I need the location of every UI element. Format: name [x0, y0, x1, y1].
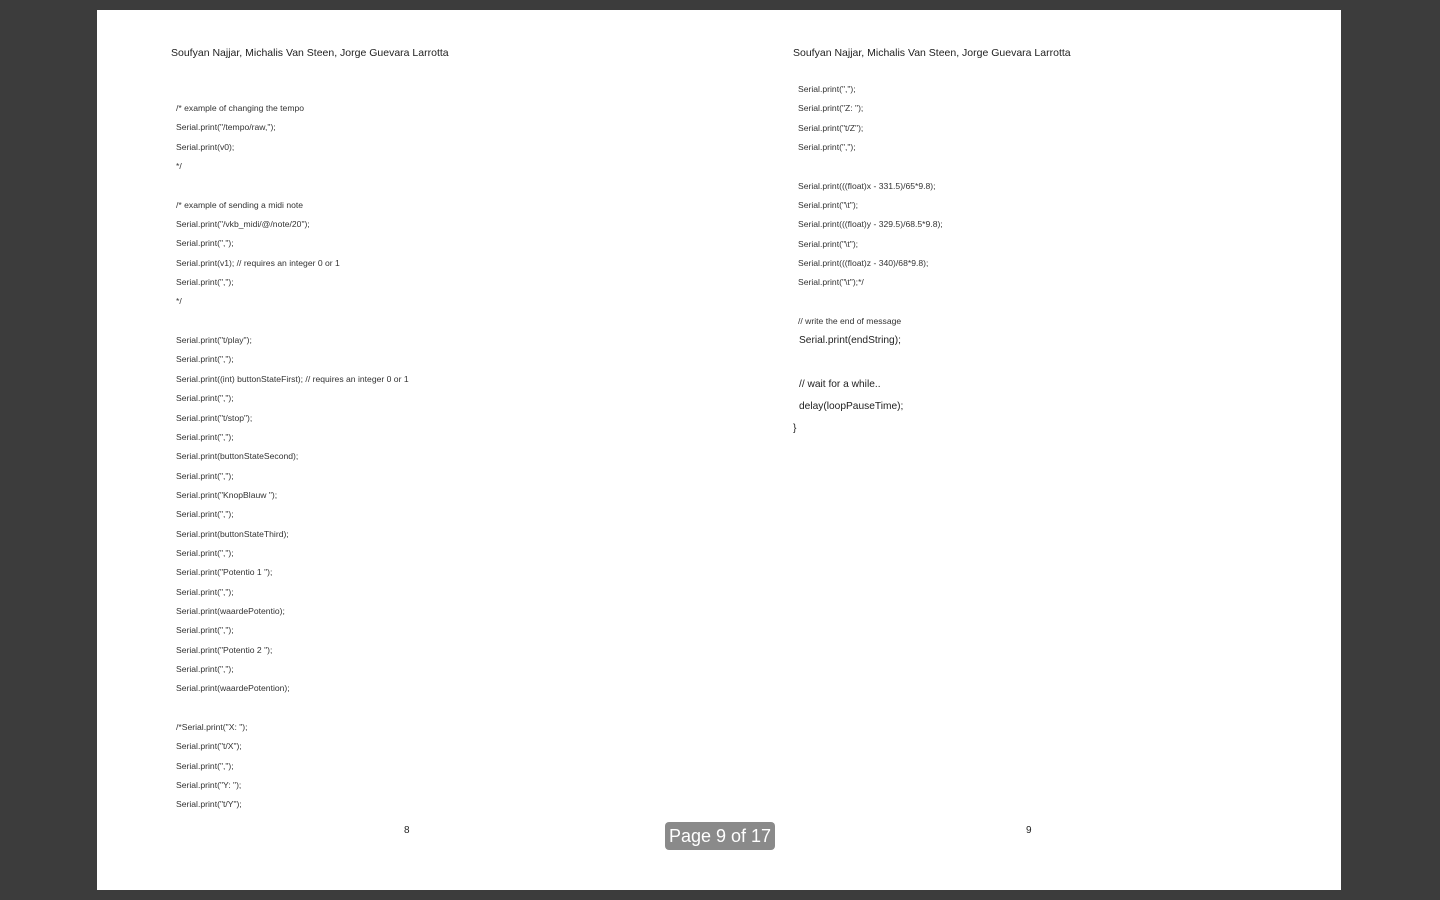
- code-line: Serial.print("Potentio 1 ");: [176, 567, 273, 578]
- wait-comment: // wait for a while..: [799, 379, 881, 390]
- code-line: Serial.print(",");: [176, 760, 234, 771]
- left-page-number: 8: [404, 825, 410, 836]
- code-line: Serial.print("\t");: [798, 200, 859, 211]
- code-line: Serial.print(",");: [176, 238, 234, 249]
- right-page-number: 9: [1026, 825, 1032, 836]
- code-line: Serial.print("t/X");: [176, 741, 242, 752]
- code-line: Serial.print(((float)x - 331.5)/65*9.8);: [798, 180, 936, 191]
- code-line: Serial.print(",");: [176, 509, 234, 520]
- code-line: Serial.print("t/Y");: [176, 799, 242, 810]
- code-line: Serial.print(",");: [176, 354, 234, 365]
- code-line: Serial.print(",");: [798, 142, 856, 153]
- code-line: Serial.print(",");: [176, 277, 234, 288]
- code-line: Serial.print("\t");*/: [798, 277, 864, 288]
- left-page-code: [176, 99, 409, 815]
- code-line: Serial.print(",");: [798, 84, 856, 94]
- code-line: Serial.print(",");: [176, 625, 234, 636]
- code-line: Serial.print(((float)z - 340)/68*9.8);: [798, 258, 929, 269]
- code-line: Serial.print("Potentio 2 ");: [176, 644, 273, 655]
- code-line: [176, 699, 409, 718]
- code-line: Serial.print(",");: [176, 663, 234, 674]
- page-indicator: Page 9 of 17: [665, 822, 775, 850]
- code-line: Serial.print(buttonStateThird);: [176, 528, 289, 539]
- code-line: [798, 157, 943, 176]
- code-line: [176, 312, 409, 331]
- code-line: Serial.print("Y: ");: [176, 780, 242, 791]
- code-line: */: [176, 296, 182, 307]
- code-line: Serial.print(",");: [176, 431, 234, 442]
- code-line: */: [176, 161, 182, 172]
- code-line: Serial.print(v1); // requires an integer 0 or 1: [176, 257, 340, 268]
- code-line: Serial.print(waardePotentio);: [176, 605, 285, 616]
- code-line: Serial.print(waardePotention);: [176, 683, 290, 694]
- code-line: Serial.print((int) buttonStateFirst); // requires an integer 0 or 1: [176, 373, 409, 384]
- code-line: Serial.print("KnopBlauw ");: [176, 489, 278, 500]
- code-line: Serial.print("/tempo/raw,");: [176, 122, 276, 133]
- code-line: Serial.print(",");: [176, 586, 234, 597]
- code-line: Serial.print("\t");: [798, 238, 859, 249]
- code-line: Serial.print("t/Z");: [798, 122, 864, 133]
- code-line: Serial.print(v0);: [176, 141, 235, 152]
- code-line: Serial.print("Z: ");: [798, 103, 864, 114]
- code-line: Serial.print("t/play");: [176, 335, 252, 346]
- code-line: Serial.print("t/stop");: [176, 412, 253, 423]
- code-line: [176, 176, 409, 195]
- code-line: Serial.print(buttonStateSecond);: [176, 451, 299, 462]
- code-line: Serial.print(",");: [176, 547, 234, 558]
- end-string-line: Serial.print(endString);: [799, 335, 901, 346]
- code-line: Serial.print(",");: [176, 470, 234, 481]
- delay-line: delay(loopPauseTime);: [799, 401, 904, 412]
- code-line: /* example of changing the tempo: [176, 103, 305, 113]
- right-page-code: [798, 80, 943, 331]
- code-line: // write the end of message: [798, 316, 902, 327]
- code-line: Serial.print("/vkb_midi/@/note/20");: [176, 219, 310, 230]
- left-page-header: Soufyan Najjar, Michalis Van Steen, Jorge Guevara Larrotta: [171, 47, 449, 59]
- code-line: Serial.print(",");: [176, 393, 234, 404]
- code-line: /*Serial.print("X: ");: [176, 722, 248, 732]
- closing-brace: }: [793, 423, 797, 434]
- code-line: [798, 293, 943, 312]
- document-spread: [97, 10, 1341, 890]
- code-line: /* example of sending a midi note: [176, 199, 304, 210]
- code-line: Serial.print(((float)y - 329.5)/68.5*9.8);: [798, 219, 943, 230]
- right-page-header: Soufyan Najjar, Michalis Van Steen, Jorge Guevara Larrotta: [793, 47, 1071, 59]
